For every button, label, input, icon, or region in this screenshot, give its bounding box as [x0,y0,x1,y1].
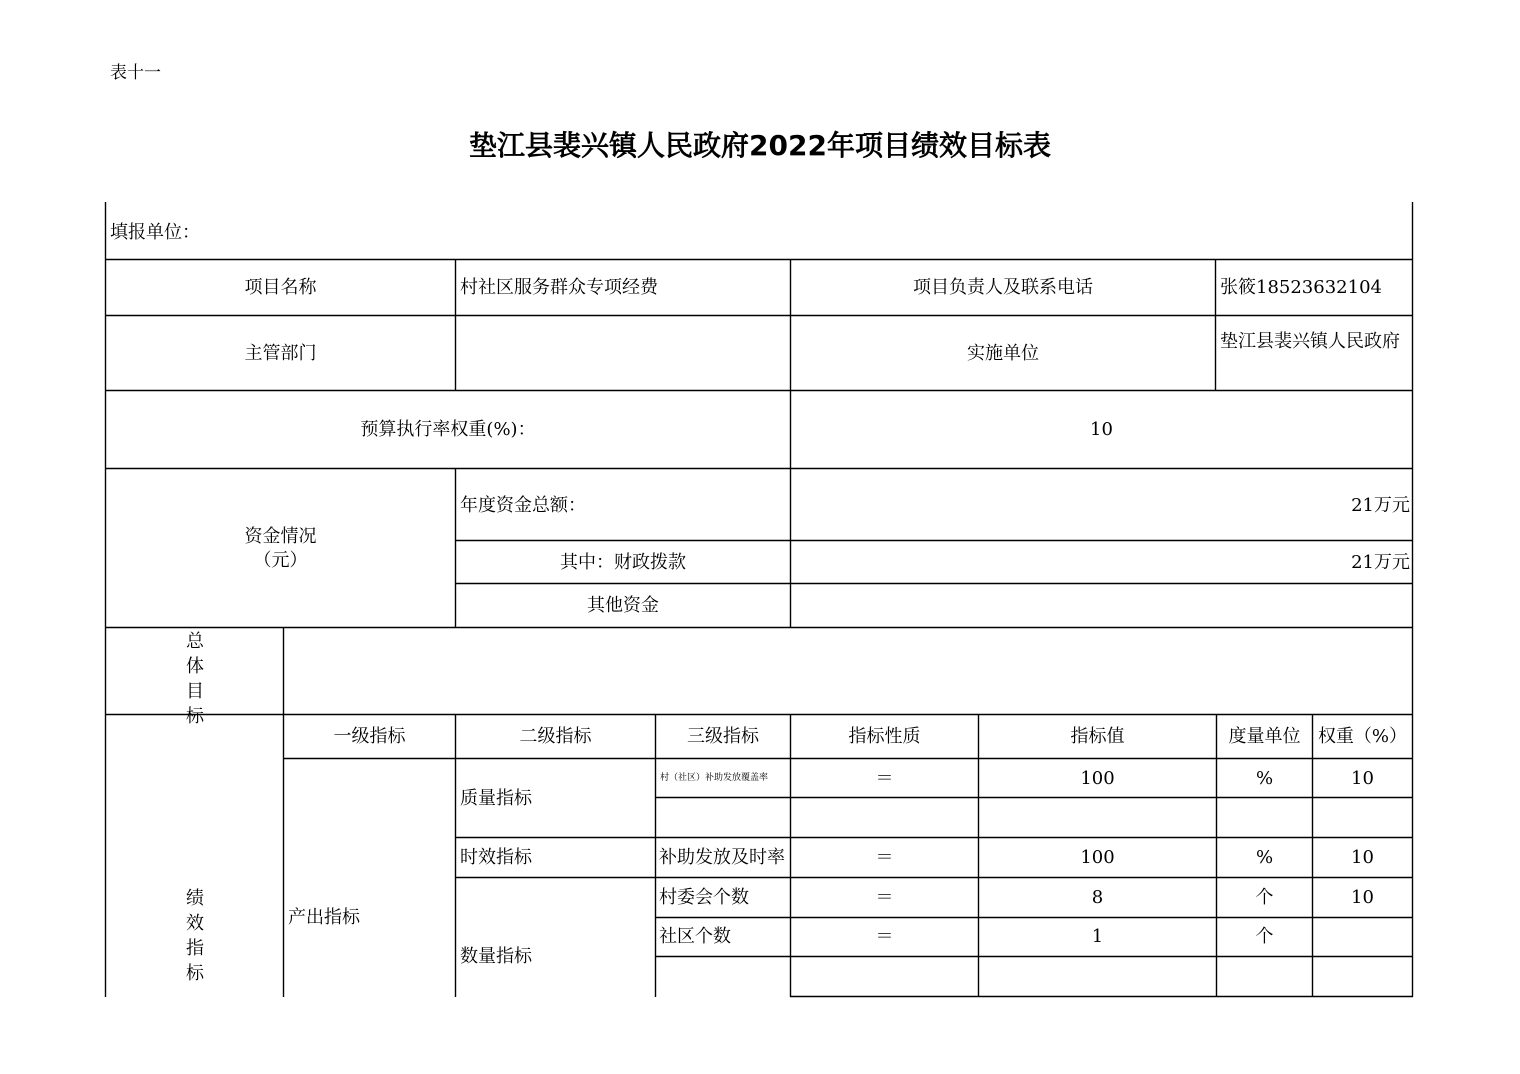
table-row-4-name: 社区个数 [659,926,731,947]
header-level1: 一级指标 [333,726,406,747]
header-value: 指标值 [1070,726,1125,747]
project-manager-label: 项目负责人及联系电话 [913,277,1093,298]
level1-output: 产出指标 [288,907,360,928]
table-row-3-op: ＝ [875,887,894,908]
table-row-0-value: 100 [1080,768,1115,789]
impl-unit-label: 实施单位 [967,343,1039,364]
indicators-section-label: 绩效指标 [186,888,204,984]
table-row-3-value: 8 [1091,887,1104,908]
table-row-4-unit: 个 [1255,926,1274,947]
reporting-unit-label: 填报单位： [110,222,200,243]
table-row-2-value: 100 [1080,847,1115,868]
table-row-3-name: 村委会个数 [659,887,749,908]
table-row-0-op: ＝ [875,768,894,789]
budget-rate-weight-label: 预算执行率权重(%)： [360,419,536,440]
project-name-value: 村社区服务群众专项经费 [460,277,658,298]
level2-timeliness: 时效指标 [460,847,532,868]
annual-total-value: 21万元 [1351,495,1410,516]
table-row-0-weight: 10 [1351,768,1374,789]
level2-quantity: 数量指标 [460,946,532,967]
fiscal-label: 其中：财政拨款 [560,552,686,573]
table-row-2-name: 补助发放及时率 [659,847,785,868]
level2-quality: 质量指标 [460,788,532,809]
overall-goal-label: 总体目标 [186,631,204,727]
funds-unit: （元） [253,550,308,571]
project-manager-value: 张筱18523632104 [1220,277,1382,298]
header-level2: 二级指标 [519,726,592,747]
table-row-2-weight: 10 [1351,847,1374,868]
impl-unit-value: 垫江县裴兴镇人民政府 [1220,331,1400,352]
other-funds-label: 其他资金 [587,595,659,616]
table-row-4-op: ＝ [875,926,894,947]
table-row-0-unit: % [1255,768,1274,789]
table-row-3-unit: 个 [1255,887,1274,908]
table-row-2-op: ＝ [875,847,894,868]
header-unit: 度量单位 [1228,726,1301,747]
header-nature: 指标性质 [848,726,921,747]
table-row-0-name: 村（社区）补助发放覆盖率 [660,773,769,783]
table-number: 表十一 [110,63,161,83]
annual-total-label: 年度资金总额： [460,495,586,516]
page-title: 垫江县裴兴镇人民政府2022年项目绩效目标表 [469,129,1051,162]
table-row-2-unit: % [1255,847,1274,868]
header-weight: 权重（%） [1317,726,1408,747]
budget-rate-weight-value: 10 [1090,419,1113,440]
project-name-label: 项目名称 [244,277,317,298]
dept-label: 主管部门 [244,343,317,364]
fiscal-value: 21万元 [1351,552,1410,573]
header-level3: 三级指标 [687,726,759,747]
table-row-4-value: 1 [1091,926,1104,947]
table-row-3-weight: 10 [1351,887,1374,908]
funds-label: 资金情况 [244,526,317,547]
